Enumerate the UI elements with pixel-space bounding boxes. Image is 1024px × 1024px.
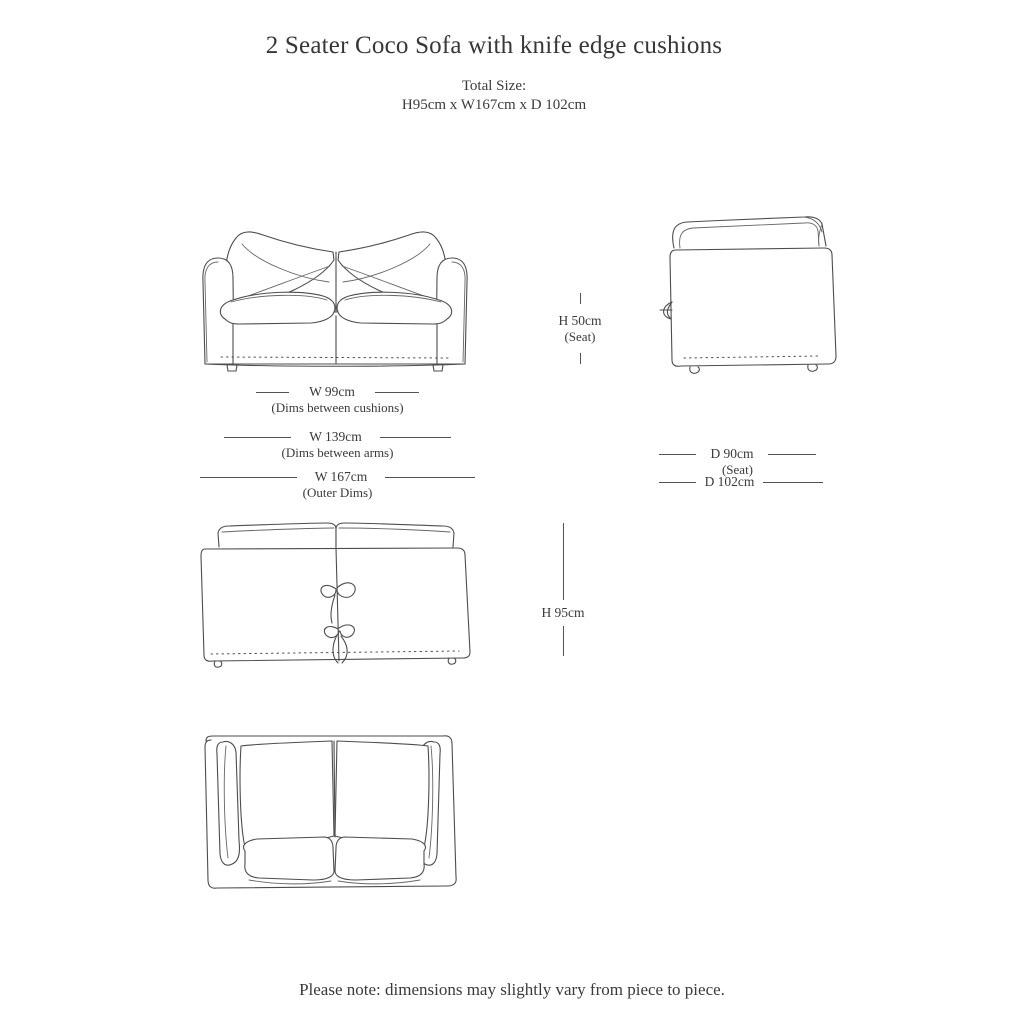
page-title: 2 Seater Coco Sofa with knife edge cushions (265, 32, 723, 59)
dimension-line (659, 482, 696, 483)
dimension-line (380, 437, 451, 438)
dimension-tick (580, 293, 581, 304)
width-between-arms-caption: (Dims between arms) (281, 445, 394, 460)
seat-height-value: H 50cm (558, 313, 602, 328)
dimension-tick (580, 353, 581, 364)
back-view-sketch (195, 513, 485, 673)
footer-note: Please note: dimensions may slightly vary from piece to piece. (299, 980, 725, 999)
outer-depth-dimension (655, 474, 827, 490)
dimension-line (224, 437, 291, 438)
dimension-line (385, 477, 475, 478)
top-view-sketch (195, 716, 475, 901)
outer-width-caption: (Outer Dims) (302, 485, 373, 500)
seat-depth-caption: (Seat) (721, 462, 754, 477)
total-size-value: H95cm x W167cm x D 102cm (401, 97, 587, 113)
dimension-line (563, 523, 564, 600)
width-between-arms-dimension (190, 429, 485, 461)
width-between-cushions-value: W 99cm (309, 384, 355, 399)
outer-width-value: W 167cm (314, 469, 368, 484)
dimension-line (659, 454, 696, 455)
outer-depth-value: D 102cm (704, 474, 755, 489)
seat-height-dimension (540, 293, 620, 364)
side-view-sketch (648, 210, 848, 375)
width-between-cushions-caption: (Dims between cushions) (271, 400, 404, 415)
outer-width-dimension (190, 469, 485, 501)
seat-depth-value: D 90cm (710, 446, 754, 461)
width-between-cushions-dimension (190, 384, 485, 416)
dimension-line (256, 392, 289, 393)
total-size-label: Total Size: (461, 78, 527, 94)
dimension-line (563, 626, 564, 656)
width-between-arms-value: W 139cm (309, 429, 362, 444)
dimension-line (375, 392, 419, 393)
dimension-line (200, 477, 297, 478)
overall-height-value: H 95cm (541, 605, 585, 620)
seat-height-caption: (Seat) (564, 329, 596, 344)
overall-height-dimension (523, 523, 603, 656)
front-view-sketch (195, 216, 475, 374)
dimension-line (768, 454, 816, 455)
dimension-line (763, 482, 823, 483)
